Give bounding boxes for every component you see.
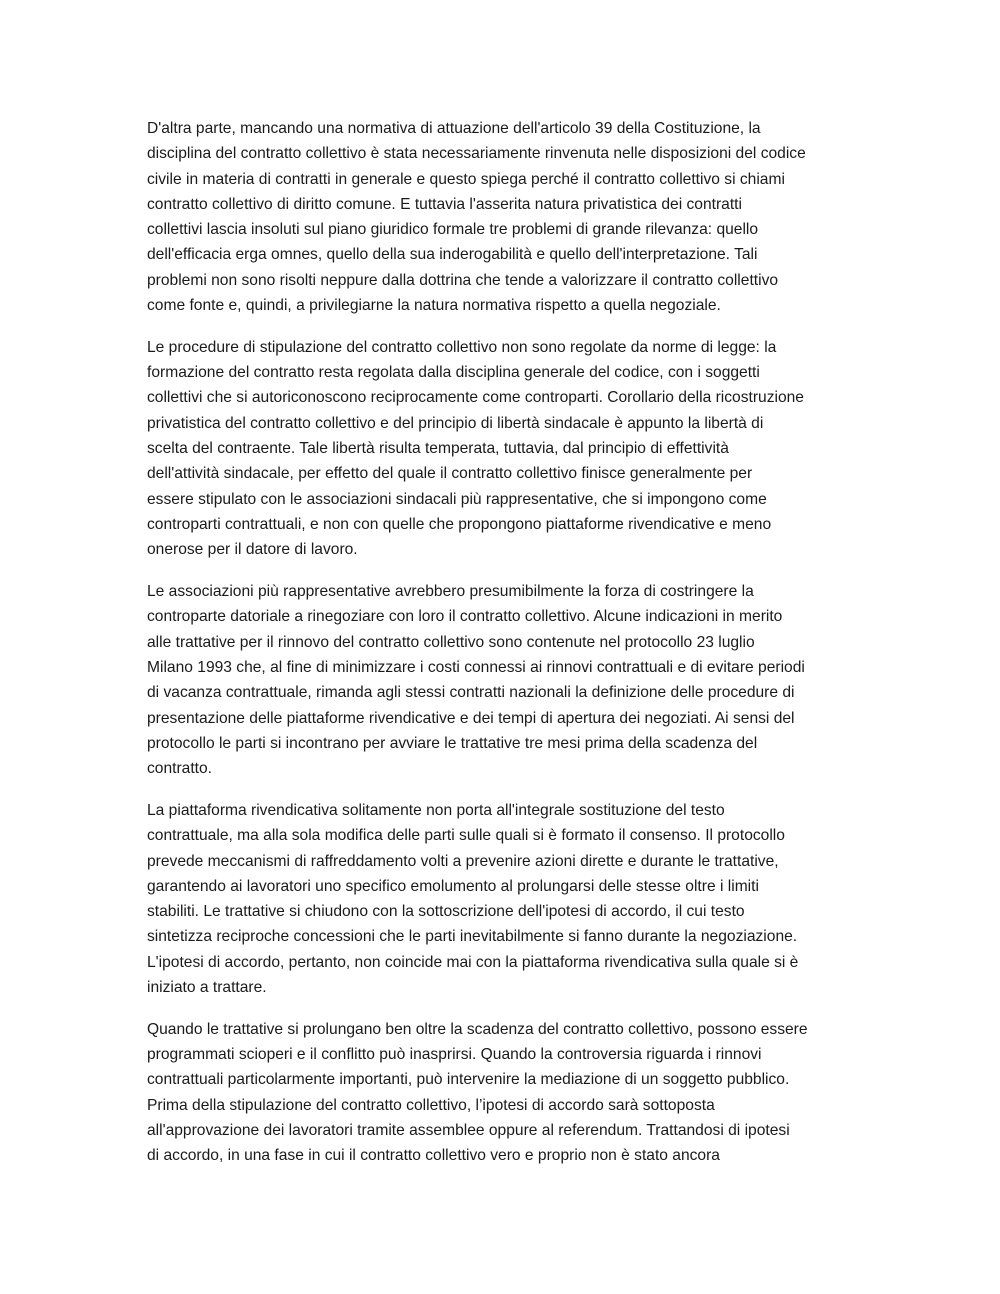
text-line: di accordo, in una fase in cui il contratto collettivo vero e proprio non è stato ancora bbox=[147, 1147, 720, 1165]
text-line: all'approvazione dei lavoratori tramite assemblee oppure al referendum. Trattandosi di ipotesi bbox=[147, 1121, 790, 1139]
text-line: come fonte e, quindi, a privilegiarne la natura normativa rispetto a quella negoziale. bbox=[147, 297, 721, 315]
text-line: programmati scioperi e il conflitto può inasprirsi. Quando la controversia riguarda i rinnovi bbox=[147, 1046, 762, 1064]
text-line: presentazione delle piattaforme rivendicative e dei tempi di apertura dei negoziati. Ai sensi del bbox=[147, 709, 795, 727]
text-line: Le procedure di stipulazione del contratto collettivo non sono regolate da norme di legge: la bbox=[147, 338, 777, 356]
text-line: collettivi che si autoriconoscono reciprocamente come controparti. Corollario della ricostruzione bbox=[147, 389, 804, 407]
text-line: formazione del contratto resta regolata dalla disciplina generale del codice, con i soggetti bbox=[147, 364, 760, 382]
text-line: L'ipotesi di accordo, pertanto, non coincide mai con la piattaforma rivendicativa sulla quale si è bbox=[147, 953, 799, 971]
paragraph bbox=[147, 1017, 859, 1169]
text-line: essere stipulato con le associazioni sindacali più rappresentative, che si impongono come bbox=[147, 490, 767, 508]
text-line: Quando le trattative si prolungano ben oltre la scadenza del contratto collettivo, possono essere bbox=[147, 1020, 808, 1038]
text-line: iniziato a trattare. bbox=[147, 979, 267, 996]
paragraph bbox=[147, 116, 859, 318]
text-line: protocollo le parti si incontrano per avviare le trattative tre mesi prima della scadenza del bbox=[147, 734, 758, 752]
text-line: garantendo ai lavoratori uno specifico emolumento al prolungarsi delle stesse oltre i limiti bbox=[147, 877, 759, 895]
text-line: stabiliti. Le trattative si chiudono con la sottoscrizione dell'ipotesi di accordo, il cui testo bbox=[147, 903, 745, 921]
text-line: problemi non sono risolti neppure dalla dottrina che tende a valorizzare il contratto collettivo bbox=[147, 271, 779, 289]
text-line: contrattuali particolarmente importanti, può intervenire la mediazione di un soggetto pubblico. bbox=[147, 1071, 790, 1089]
paragraph bbox=[147, 798, 859, 1000]
text-line: onerose per il datore di lavoro. bbox=[147, 541, 358, 559]
text-line: La piattaforma rivendicativa solitamente non porta all'integrale sostituzione del testo bbox=[147, 801, 725, 819]
text-line: controparti contrattuali, e non con quelle che propongono piattaforme rivendicative e meno bbox=[147, 515, 772, 533]
text-line: di vacanza contrattuale, rimanda agli stessi contratti nazionali la definizione delle procedure di bbox=[147, 684, 795, 702]
text-line: sintetizza reciproche concessioni che le parti inevitabilmente si fanno durante la negoziazione. bbox=[147, 928, 798, 946]
document-page bbox=[147, 116, 859, 1185]
text-line: dell'efficacia erga omnes, quello della sua inderogabilità e quello dell'interpretazione. Tali bbox=[147, 246, 758, 264]
text-line: contratto collettivo di diritto comune. E tuttavia l'asserita natura privatistica dei contratti bbox=[147, 195, 742, 213]
paragraph bbox=[147, 579, 859, 781]
text-line: scelta del contraente. Tale libertà risulta temperata, tuttavia, dal principio di effettività bbox=[147, 440, 729, 458]
text-line: Le associazioni più rappresentative avrebbero presumibilmente la forza di costringere la bbox=[147, 583, 754, 601]
text-line: disciplina del contratto collettivo è stata necessariamente rinvenuta nelle disposizioni del codice bbox=[147, 145, 806, 163]
text-line: contrattuale, ma alla sola modifica delle parti sulle quali si è formato il consenso. Il protocollo bbox=[147, 827, 785, 845]
text-line: alle trattative per il rinnovo del contratto collettivo sono contenute nel protocollo 23 luglio bbox=[147, 633, 755, 651]
text-line: Milano 1993 che, al fine di minimizzare i costi connessi ai rinnovi contrattuali e di evitare periodi bbox=[147, 658, 805, 676]
text-line: civile in materia di contratti in generale e questo spiega perché il contratto collettivo si chiami bbox=[147, 170, 785, 188]
paragraph bbox=[147, 335, 859, 563]
text-line: collettivi lascia insoluti sul piano giuridico formale tre problemi di grande rilevanza: quello bbox=[147, 221, 759, 239]
text-line: controparte datoriale a rinegoziare con loro il contratto collettivo. Alcune indicazioni in merito bbox=[147, 608, 783, 626]
text-line: dell'attività sindacale, per effetto del quale il contratto collettivo finisce generalmente per bbox=[147, 465, 753, 483]
text-line: contratto. bbox=[147, 760, 213, 778]
text-line: Prima della stipulazione del contratto collettivo, l’ipotesi di accordo sarà sottoposta bbox=[147, 1096, 715, 1114]
text-line: D'altra parte, mancando una normativa di attuazione dell'articolo 39 della Costituzione, la bbox=[147, 120, 761, 137]
text-line: prevede meccanismi di raffreddamento volti a prevenire azioni dirette e durante le trattative, bbox=[147, 852, 779, 870]
text-line: privatistica del contratto collettivo e del principio di libertà sindacale è appunto la libertà di bbox=[147, 414, 764, 432]
